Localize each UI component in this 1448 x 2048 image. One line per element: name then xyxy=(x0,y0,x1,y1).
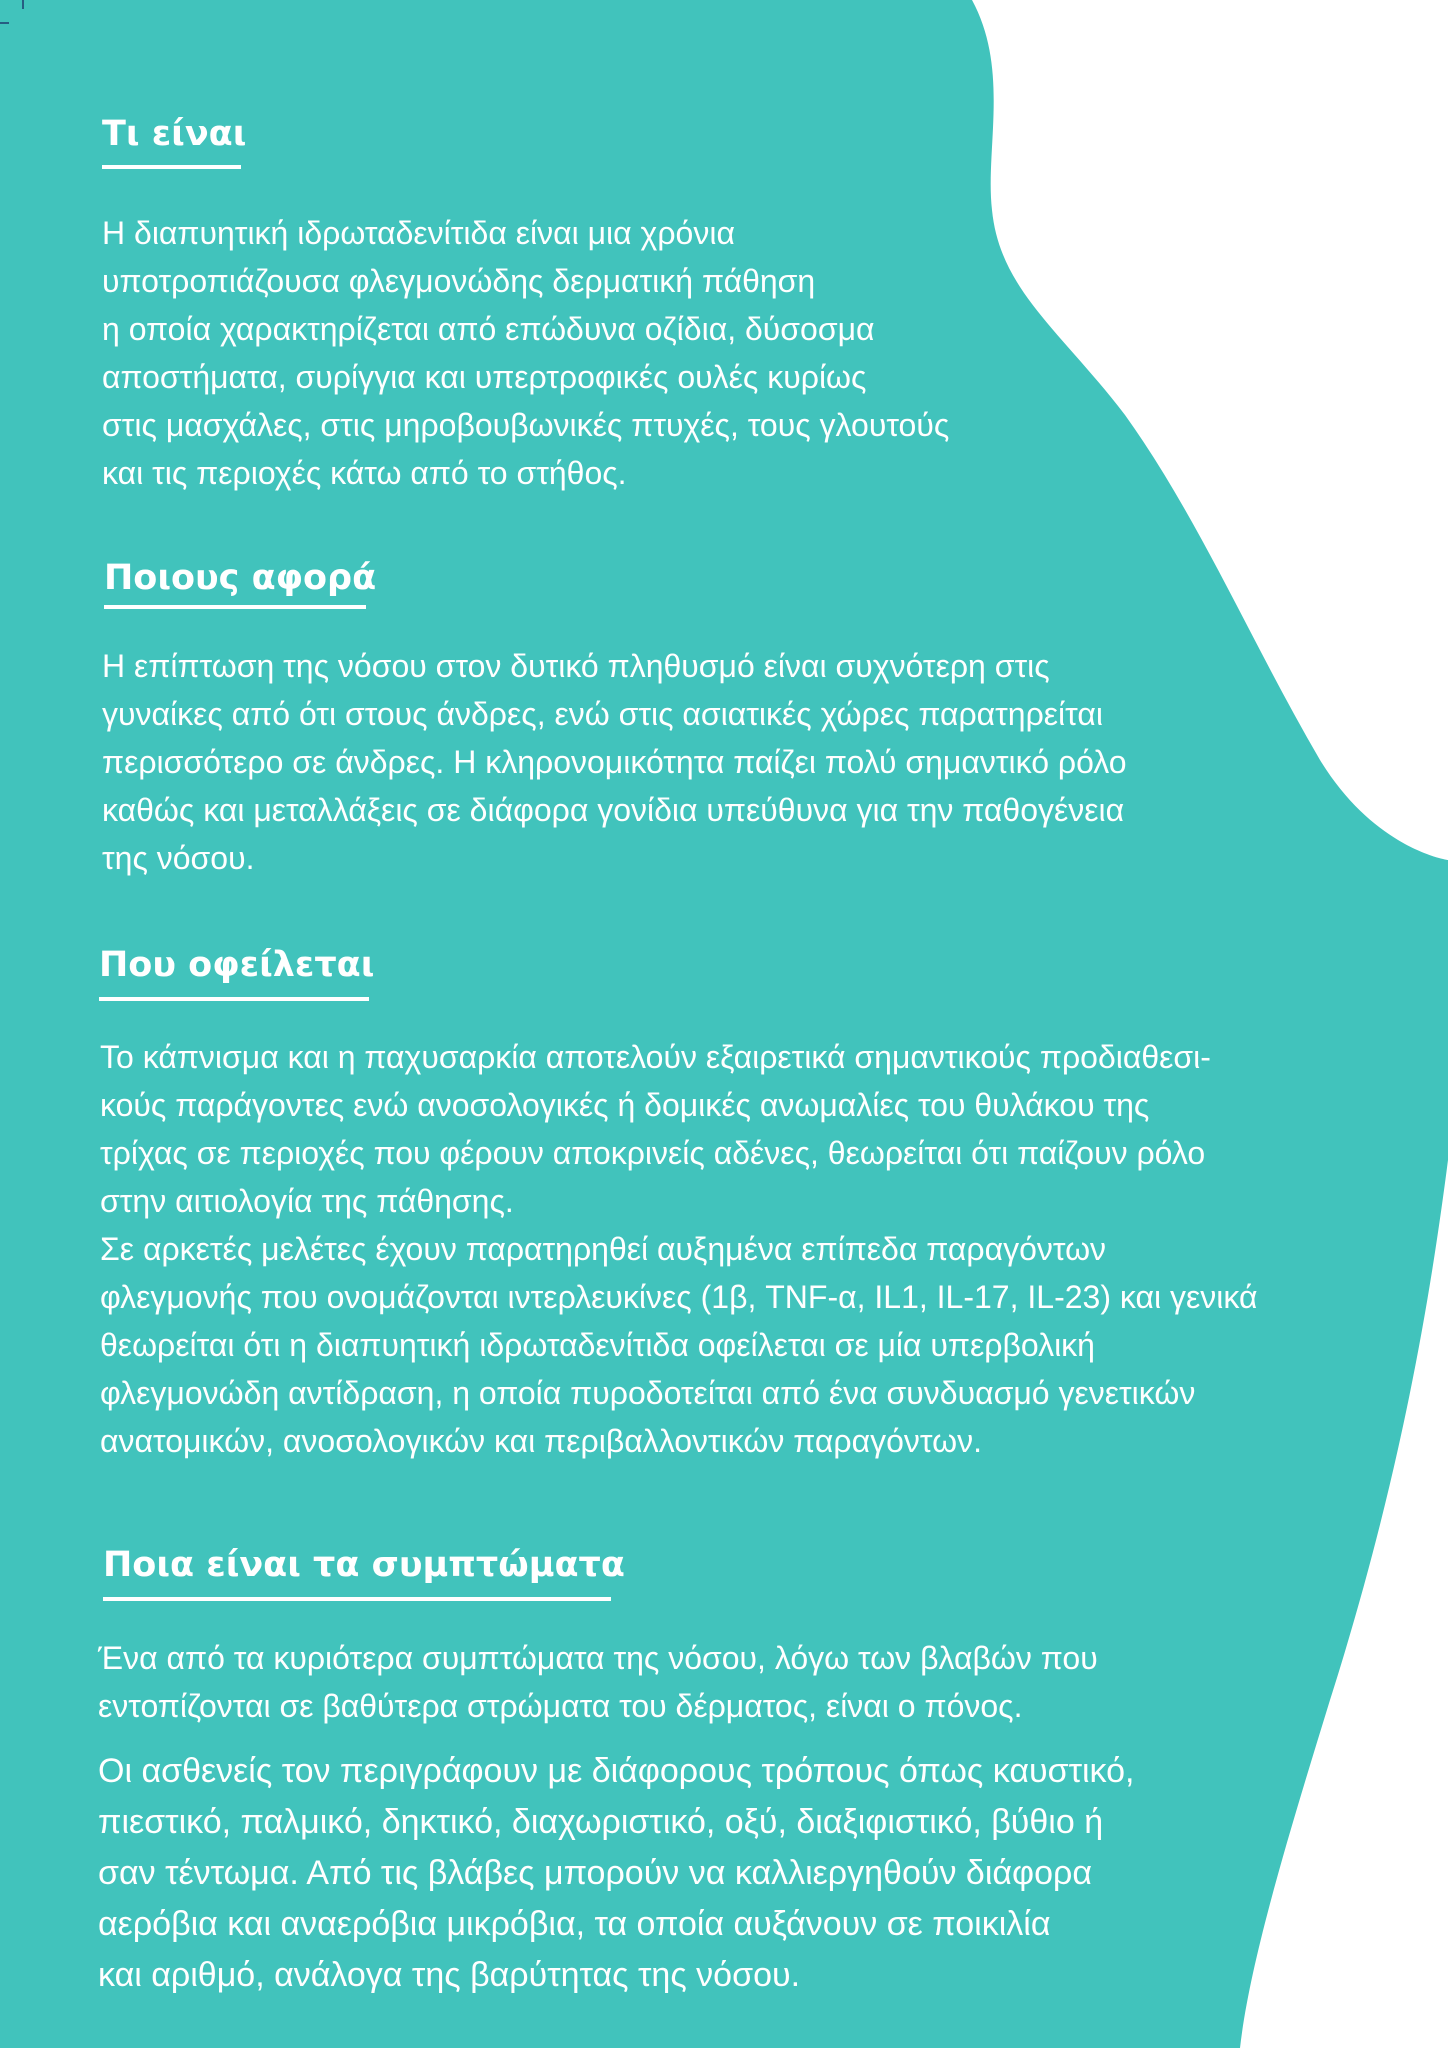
text-line: της νόσου. xyxy=(102,840,255,876)
text-line: η οποία χαρακτηρίζεται από επώδυνα οζίδια, δύσοσμα xyxy=(102,311,875,347)
text-line: Ένα από τα κυριότερα συμπτώματα της νόσου, λόγω των βλαβών που xyxy=(98,1640,1098,1676)
paragraph-what-is-it xyxy=(102,209,949,497)
section-title-underline xyxy=(102,165,241,169)
text-line: φλεγμονής που ονομάζονται ιντερλευκίνες (1β, TNF-α, IL1, IL-17, IL-23) και γενικά xyxy=(100,1279,1258,1315)
text-line: πιεστικό, παλμικό, δηκτικό, διαχωριστικό, οξύ, διαξιφιστικό, βύθιο ή xyxy=(98,1803,1104,1841)
text-line: θεωρείται ότι η διαπυητική ιδρωταδενίτιδα οφείλεται σε μία υπερβολική xyxy=(100,1327,1095,1363)
text-line: Η διαπυητική ιδρωταδενίτιδα είναι μια χρόνια xyxy=(102,215,735,251)
text-line: και τις περιοχές κάτω από το στήθος. xyxy=(102,455,627,491)
paragraph-causes xyxy=(100,1033,1257,1465)
text-line: υποτροπιάζουσα φλεγμονώδης δερματική πάθηση xyxy=(102,263,816,299)
section-title-underline xyxy=(104,605,366,609)
text-line: αερόβια και αναερόβια μικρόβια, τα οποία αυξάνουν σε ποικιλία xyxy=(98,1905,1051,1943)
section-title-what-is-it: Τι είναι xyxy=(102,114,247,154)
section-title-underline xyxy=(103,1597,611,1601)
text-line: φλεγμονώδη αντίδραση, η οποία πυροδοτείται από ένα συνδυασμό γενετικών xyxy=(100,1375,1196,1411)
text-line: Οι ασθενείς τον περιγράφουν με διάφορους τρόπους όπως καυστικό, xyxy=(98,1752,1135,1790)
text-line: κούς παράγοντες ενώ ανοσολογικές ή δομικές ανωμαλίες του θυλάκου της xyxy=(100,1087,1150,1123)
text-line: Το κάπνισμα και η παχυσαρκία αποτελούν εξαιρετικά σημαντικούς προδιαθεσι- xyxy=(100,1039,1211,1075)
paragraph-who-it-affects xyxy=(102,642,1127,882)
text-line: Η επίπτωση της νόσου στον δυτικό πληθυσμό είναι συχνότερη στις xyxy=(102,648,1050,684)
text-line: εντοπίζονται σε βαθύτερα στρώματα του δέρματος, είναι ο πόνος. xyxy=(98,1688,1023,1724)
section-title-underline xyxy=(99,997,369,1001)
paragraph-symptoms-pain xyxy=(98,1634,1098,1730)
text-line: γυναίκες από ότι στους άνδρες, ενώ στις ασιατικές χώρες παρατηρείται xyxy=(102,696,1103,732)
section-title-causes: Που οφείλεται xyxy=(99,945,375,985)
text-line: σαν τέντωμα. Από τις βλάβες μπορούν να καλλιεργηθούν διάφορα xyxy=(98,1854,1093,1892)
section-title-symptoms: Ποια είναι τα συμπτώματα xyxy=(103,1545,625,1585)
crop-mark-icon xyxy=(0,0,30,30)
text-line: ανατομικών, ανοσολογικών και περιβαλλοντικών παραγόντων. xyxy=(100,1423,982,1459)
text-line: στις μασχάλες, στις μηροβουβωνικές πτυχές, τους γλουτούς xyxy=(102,407,950,443)
text-line: και αριθμό, ανάλογα της βαρύτητας της νόσου. xyxy=(98,1956,801,1994)
text-line: αποστήματα, συρίγγια και υπερτροφικές ουλές κυρίως xyxy=(102,359,867,395)
text-line: στην αιτιολογία της πάθησης. xyxy=(100,1183,514,1219)
text-line: τρίχας σε περιοχές που φέρουν αποκρινείς αδένες, θεωρείται ότι παίζουν ρόλο xyxy=(100,1135,1206,1171)
text-line: περισσότερο σε άνδρες. Η κληρονομικότητα παίζει πολύ σημαντικό ρόλο xyxy=(102,744,1127,780)
text-line: καθώς και μεταλλάξεις σε διάφορα γονίδια υπεύθυνα για την παθογένεια xyxy=(102,792,1125,828)
text-line: Σε αρκετές μελέτες έχουν παρατηρηθεί αυξημένα επίπεδα παραγόντων xyxy=(100,1231,1107,1267)
paragraph-symptoms-description xyxy=(98,1746,1135,2001)
section-title-who-it-affects: Ποιους αφορά xyxy=(104,558,377,598)
